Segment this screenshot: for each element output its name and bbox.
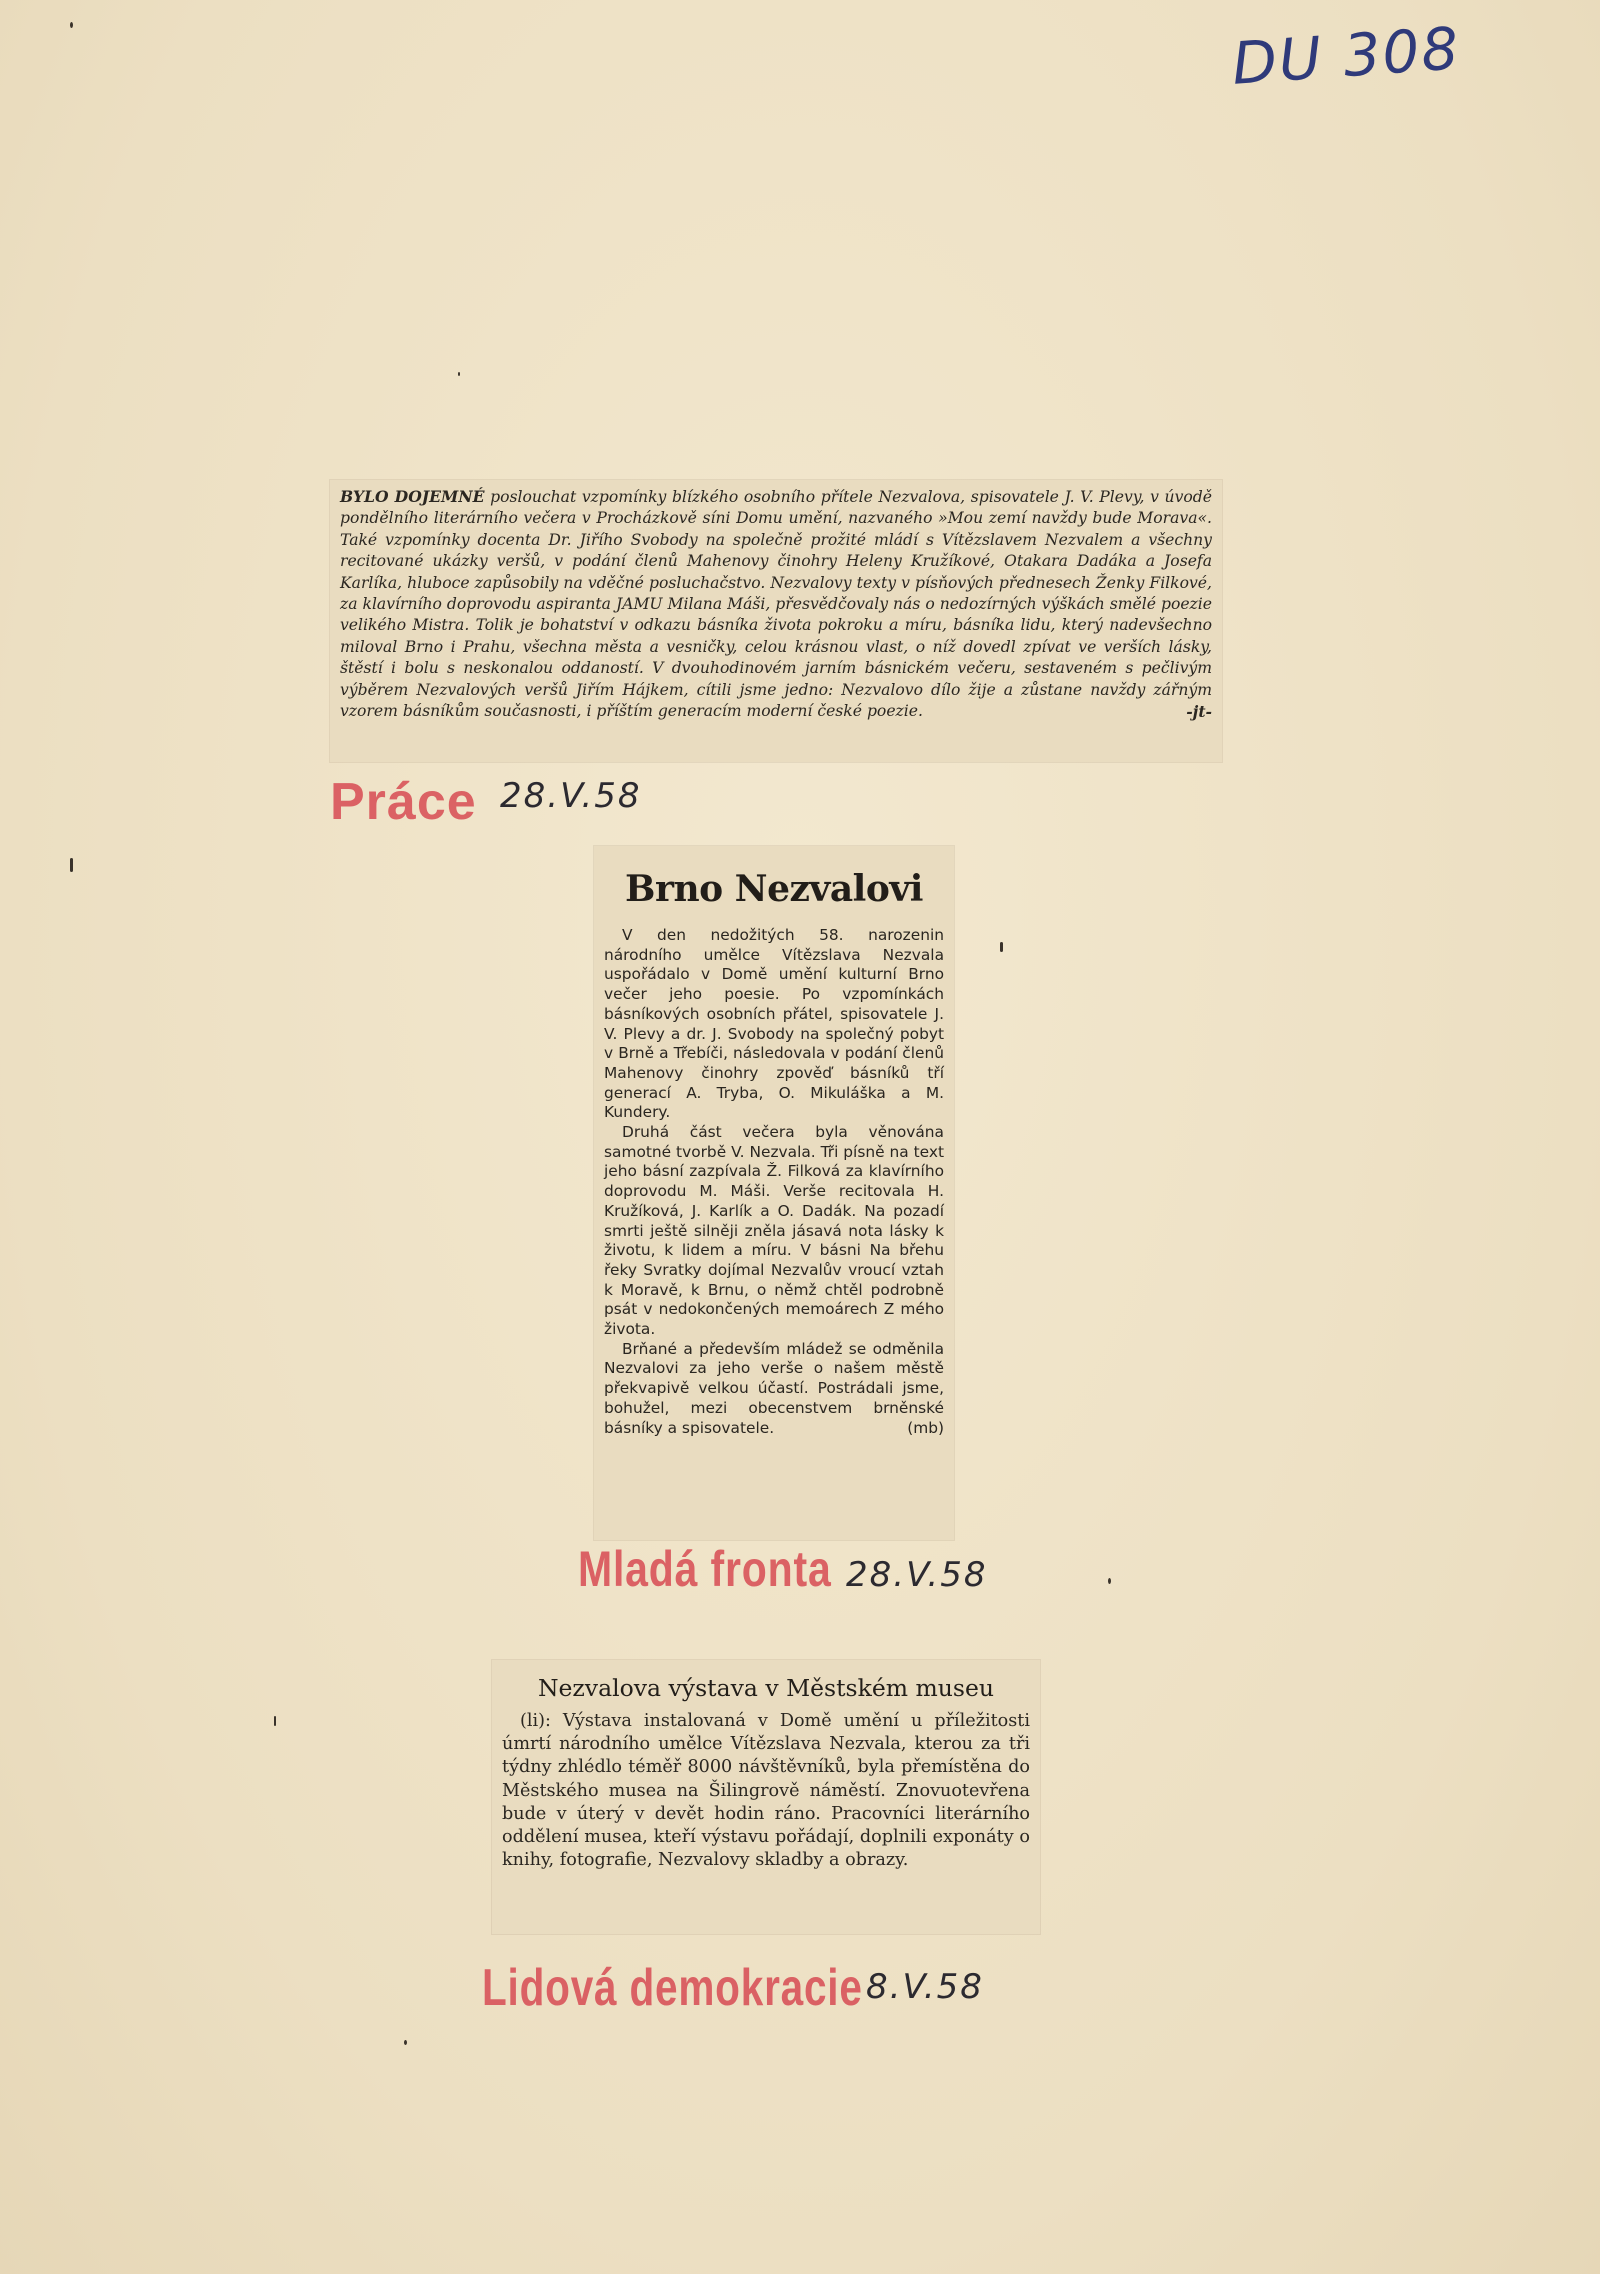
clipping-prace: [330, 480, 1222, 762]
stamp-lidova-demokracie: Lidová demokracie: [482, 1959, 863, 2017]
handwritten-date-lidova-demokracie: 8.V.58: [866, 1967, 984, 2007]
handwritten-date-mlada-fronta: 28.V.58: [846, 1555, 988, 1595]
paper-speck: [70, 22, 73, 28]
paper-speck: [1000, 942, 1003, 952]
clipping-lidova-demokracie-text: (li): Výstava instalovaná v Domě umění u příležitosti úmrtí národního umělce Vítězslava Nezvala, kterou za tři týdny zhlédlo téměř 8000 návštěvníků, byla přemístěna do Městského musea na Šilingrově náměstí. Znovuotevřena bude v úterý v devět hodin ráno. Pracovníci literárního oddělení musea, kteří výstavu pořádají, doplnili exponáty o knihy, fotografie, Nezvalovy skladby a obrazy.: [502, 1711, 1030, 1871]
paper-speck: [274, 1716, 276, 1726]
paper-speck: [70, 858, 73, 872]
paper-speck: [404, 2040, 407, 2045]
clipping-lidova-demokracie: [492, 1660, 1040, 1934]
clipping-mlada-fronta: [594, 846, 954, 1540]
clipping-prace-lead: BYLO DOJEMNÉ: [340, 487, 485, 506]
clipping-mlada-fronta-paragraph-1: V den nedožitých 58. narozenin národního umělce Vítězslava Nezvala uspořádalo v Domě umění kulturní Brno večer jeho poesie. Po vzpomínkách básníkových osobních přátel, spisovatele J. V. Plevy a dr. J. Svobody na společný pobyt v Brně a Třebíči, následovala v podání členů Mahenovy činohry zpověď básníků tří generací A. Tryba, O. Mikuláška a M. Kundery.: [604, 926, 944, 1122]
clipping-prace-signature: -jt-: [1186, 702, 1212, 722]
clipping-lidova-demokracie-title: Nezvalova výstava v Městském museu: [537, 1674, 995, 1702]
clipping-prace-body: poslouchat vzpomínky blízkého osobního přítele Nezvalova, spisovatele J. V. Plevy, v úvodě pondělního literárního večera v Procházkově síni Domu umění, nazvaného »Mou zemí navždy bude Morava«. Také vzpomínky docenta Dr. Jiřího Svobody na společně prožité mládí s Vítězslavem Nezvalem a všechny recitované ukázky veršů, v podání členů Mahenovy činohry Heleny Kružíkové, Otakara Dadáka a Josefa Karlíka, hluboce zapůsobily na vděčné posluchačstvo. Nezvalovy texty v písňových přednesech Ženky Filkové, za klavírního doprovodu aspiranta JAMU Milana Máši, přesvědčovaly nás o nedozírných výškách smělé poezie velikého Mistra. Tolik je bohatství v odkazu básníka života pokroku a míru, básníka lidu, který nadevšechno miloval Brno i Prahu, všechna města a vesničky, celou krásnou vlast, o níž dovedl zpívat ve verších lásky, štěstí i bolu s neskonalou oddaností. V dvouhodinovém jarním básnickém večeru, sestaveném s pečlivým výběrem Nezvalových veršů Jiřím Hájkem, cítili jsme jedno: Nezvalovo dílo žije a zůstane navždy zářným vzorem básníkům současnosti, i příštím generacím moderní české poezie.: [340, 488, 1212, 721]
handwritten-date-prace: 28.V.58: [500, 776, 642, 816]
clipping-mlada-fronta-title: Brno Nezvalovi: [625, 868, 923, 910]
archive-mark: DU 308: [1229, 14, 1463, 98]
clipping-prace-text: [340, 486, 1212, 722]
stamp-prace: Práce: [330, 773, 477, 831]
clipping-mlada-fronta-paragraph-3: Brňané a především mládež se odměnila Nezvalovi za jeho verše o našem městě překvapivě velkou účastí. Postrádali jsme, bohužel, mezi obecenstvem brněnské básníky a spisovatele.: [604, 1339, 944, 1437]
clipping-mlada-fronta-signature: (mb): [907, 1418, 944, 1437]
clipping-mlada-fronta-paragraph-2: Druhá část večera byla věnována samotné tvorbě V. Nezvala. Tři písně na text jeho básní zazpívala Ž. Filková za klavírního doprovodu M. Máši. Verše recitovala H. Kružíková, J. Karlík a O. Dadák. Na pozadí smrti ještě silněji zněla jásavá nota lásky k životu, k lidem a míru. V básni Na břehu řeky Svratky dojímal Nezvalův vroucí vztah k Moravě, k Brnu, o němž chtěl podrobně psát v nedokončených memoárech Z mého života.: [604, 1123, 944, 1339]
stamp-mlada-fronta: Mladá fronta: [578, 1541, 832, 1597]
paper-speck: [1108, 1578, 1111, 1584]
paper-speck: [458, 372, 460, 376]
